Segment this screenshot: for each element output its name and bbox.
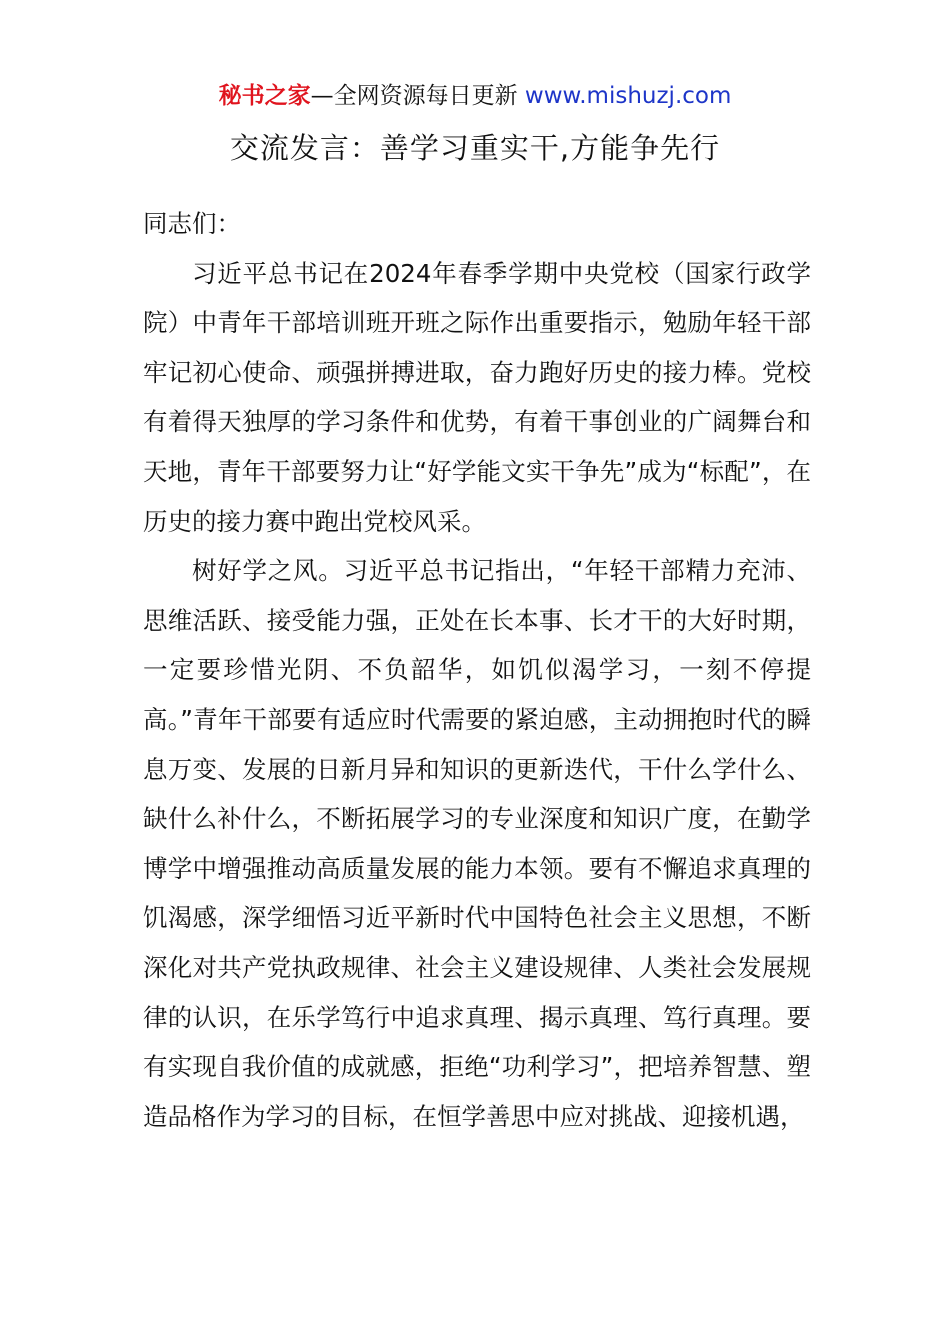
document-body: [143, 199, 811, 1141]
site-banner: [0, 80, 950, 112]
salutation: 同志们：: [143, 209, 241, 238]
site-url-link[interactable]: www.mishuzj.com: [524, 83, 732, 109]
paragraph-1: 习近平总书记在2024年春季学期中央党校（国家行政学院）中青年干部培训班开班之际作出重要指示，勉励年轻干部牢记初心使命、顽强拼搏进取，奋力跑好历史的接力棒。党校有着得天独厚的学习条件和优势，有着干事创业的广阔舞台和天地，青年干部要努力让“好学能文实干争先”成为“标配”，在历史的接力赛中跑出党校风采。: [143, 258, 811, 536]
site-tagline: —全网资源每日更新: [310, 83, 518, 109]
site-brand: 秘书之家: [218, 83, 311, 109]
document-title: 交流发言：善学习重实干,方能争先行: [229, 131, 721, 165]
paragraph-2: 树好学之风。习近平总书记指出，“年轻干部精力充沛、思维活跃、接受能力强，正处在长本事、长才干的大好时期，一定要珍惜光阴、不负韶华，如饥似渴学习，一刻不停提高。”青年干部要有适应时代需要的紧迫感，主动拥抱时代的瞬息万变、发展的日新月异和知识的更新迭代，干什么学什么、缺什么补什么，不断拓展学习的专业深度和知识广度，在勤学博学中增强推动高质量发展的能力本领。要有不懈追求真理的饥渴感，深学细悟习近平新时代中国特色社会主义思想，不断深化对共产党执政规律、社会主义建设规律、人类社会发展规律的认识，在乐学笃行中追求真理、揭示真理、笃行真理。要有实现自我价值的成就感，拒绝“功利学习”，把培养智慧、塑造品格作为学习的目标，在恒学善思中应对挑战、迎接机遇，: [143, 556, 811, 1131]
